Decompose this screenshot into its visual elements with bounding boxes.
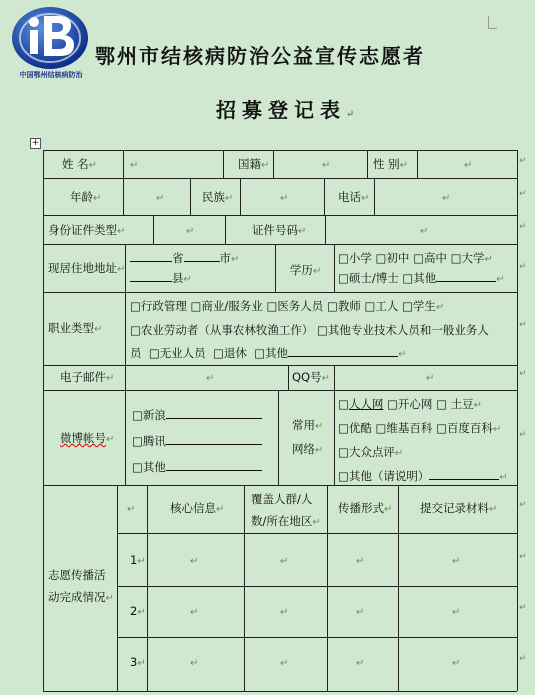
occupation-option-business[interactable]: □商业/服务业 — [190, 299, 263, 313]
id-number-label: 证件号码↵ — [252, 223, 307, 237]
activity-header-index: ↵ — [127, 504, 136, 515]
email-label: 电子邮件↵ — [60, 370, 115, 384]
activity-cell[interactable]: ↵ — [452, 607, 461, 618]
occupation-label: 职业类型↵ — [48, 321, 103, 335]
id-type-label: 身份证件类型↵ — [48, 223, 126, 237]
networks-label: 常用↵ 网络↵ — [292, 418, 324, 456]
education-option-college[interactable]: □大学 — [450, 251, 485, 265]
activity-cell[interactable]: ↵ — [190, 658, 199, 669]
education-option-junior[interactable]: □初中 — [375, 251, 410, 265]
email-input[interactable]: ↵ — [206, 373, 215, 384]
row-end-mark: ↵ — [519, 430, 527, 440]
page-subtitle: 招募登记表↵ — [216, 98, 361, 122]
row-end-mark: ↵ — [519, 603, 527, 613]
occupation-option-teacher[interactable]: □教师 — [326, 299, 361, 313]
qq-label: QQ号↵ — [292, 370, 330, 384]
activity-header-format: 传播形式↵ — [338, 501, 393, 515]
gender-input[interactable]: ↵ — [464, 160, 473, 171]
row-end-mark: ↵ — [519, 369, 527, 379]
activity-cell[interactable]: ↵ — [452, 658, 461, 669]
education-options: □小学 □初中 □高中 □大学↵ □硕士/博士 □其他 ↵ — [338, 251, 505, 285]
activity-row-3-index: 3↵ — [130, 655, 146, 669]
id-type-input[interactable]: ↵ — [186, 226, 195, 237]
row-end-mark: ↵ — [519, 320, 527, 330]
education-option-other[interactable]: □其他 — [402, 271, 496, 285]
occupation-option-farmer[interactable]: □农业劳动者（从事农林牧渔工作） — [130, 323, 314, 337]
education-option-graduate[interactable]: □硕士/博士 — [338, 271, 399, 285]
occupation-option-worker[interactable]: □工人 — [364, 299, 399, 313]
id-number-input[interactable]: ↵ — [420, 226, 429, 237]
network-option-youku[interactable]: □优酷 — [338, 421, 372, 435]
network-option-tudou[interactable]: □ 土豆 — [436, 397, 474, 411]
network-option-baike[interactable]: □百度百科 — [436, 421, 493, 435]
education-option-senior[interactable]: □高中 — [413, 251, 447, 265]
qq-input[interactable]: ↵ — [426, 373, 435, 384]
row-end-mark: ↵ — [519, 156, 527, 166]
activity-cell[interactable]: ↵ — [280, 658, 289, 669]
occupation-option-unemployed[interactable]: □无业人员 — [148, 346, 206, 360]
name-input[interactable]: ↵ — [130, 160, 139, 171]
activity-cell[interactable]: ↵ — [190, 607, 199, 618]
activity-header-materials: 提交记录材料↵ — [420, 501, 498, 515]
education-label: 学历↵ — [290, 263, 322, 277]
occupation-option-other[interactable]: □其他 — [254, 346, 398, 360]
phone-input[interactable]: ↵ — [442, 193, 451, 204]
address-label: 现居住地地址↵ — [48, 261, 126, 275]
row-end-mark: ↵ — [519, 654, 527, 664]
activity-cell[interactable]: ↵ — [356, 607, 365, 618]
activity-header-core-info: 核心信息↵ — [170, 501, 225, 515]
activity-cell[interactable]: ↵ — [190, 556, 199, 567]
activity-row-1-index: 1↵ — [130, 553, 146, 567]
nationality-label: 国籍↵ — [238, 157, 270, 171]
occupation-option-student[interactable]: □学生 — [402, 299, 436, 313]
logo-caption: 中国鄂州结核病防治 — [19, 70, 83, 79]
activity-cell[interactable]: ↵ — [356, 658, 365, 669]
weibo-option-sina[interactable]: □新浪 — [132, 408, 262, 422]
activity-header-coverage: 覆盖人群/人 数/所在地区↵ — [251, 492, 321, 528]
logo-icon — [8, 4, 92, 80]
row-end-mark: ↵ — [519, 262, 527, 272]
nationality-input[interactable]: ↵ — [322, 160, 331, 171]
weibo-options — [132, 402, 276, 480]
occupation-option-retired[interactable]: □退休 — [213, 346, 247, 360]
age-label: 年龄↵ — [70, 190, 102, 204]
networks-options: □人人网 □开心网 □ 土豆↵ □优酷 □维基百科 □百度百科↵ □大众点评↵ □其他（请说明） ↵ — [338, 397, 508, 483]
name-label: 姓 名↵ — [62, 157, 98, 171]
phone-label: 电话↵ — [338, 190, 370, 204]
network-option-dianping[interactable]: □大众点评 — [338, 445, 395, 459]
activity-cell[interactable]: ↵ — [452, 556, 461, 567]
education-option-primary[interactable]: □小学 — [338, 251, 372, 265]
network-option-wiki[interactable]: □维基百科 — [375, 421, 433, 435]
occupation-options: □行政管理 □商业/服务业 □医务人员 □教师 □工人 □学生↵ □农业劳动者（从事农林牧渔工作） □其他专业技术人员和一般业务人 员 □无业人员 □退休 □其他 ↵ — [130, 299, 489, 360]
occupation-option-medical[interactable]: □医务人员 — [266, 299, 324, 313]
row-end-mark: ↵ — [519, 552, 527, 562]
gender-label: 性 别↵ — [373, 157, 409, 171]
row-end-mark: ↵ — [519, 189, 527, 199]
row-end-mark: ↵ — [519, 222, 527, 232]
activity-cell[interactable]: ↵ — [356, 556, 365, 567]
address-input[interactable]: 省 市↵ 县↵ — [130, 249, 272, 289]
ethnicity-label: 民族↵ — [202, 190, 234, 204]
margin-corner-mark — [488, 16, 497, 29]
occupation-option-admin[interactable]: □行政管理 — [130, 299, 187, 313]
activity-cell[interactable]: ↵ — [280, 607, 289, 618]
network-option-kaixin[interactable]: □开心网 — [387, 397, 433, 411]
page-title: 鄂州市结核病防治公益宣传志愿者 — [95, 44, 425, 68]
weibo-option-tencent[interactable]: □腾讯 — [132, 434, 262, 448]
activity-cell[interactable]: ↵ — [280, 556, 289, 567]
table-move-handle-icon[interactable]: + — [31, 138, 40, 148]
network-option-other[interactable]: □其他（请说明） — [338, 469, 499, 483]
activity-row-2-index: 2↵ — [130, 604, 146, 618]
row-end-mark: ↵ — [519, 500, 527, 510]
network-option-renren[interactable]: □人人网 — [338, 397, 384, 411]
age-input[interactable]: ↵ — [156, 193, 165, 204]
weibo-option-other[interactable]: □其他 — [132, 460, 262, 474]
ethnicity-input[interactable]: ↵ — [280, 193, 289, 204]
occupation-option-professional[interactable]: □其他专业技术人员和一般业务人 — [317, 323, 489, 337]
weibo-label: 微博帐号↵ — [60, 431, 115, 445]
activity-label: 志愿传播活 动完成情况↵ — [48, 568, 114, 604]
